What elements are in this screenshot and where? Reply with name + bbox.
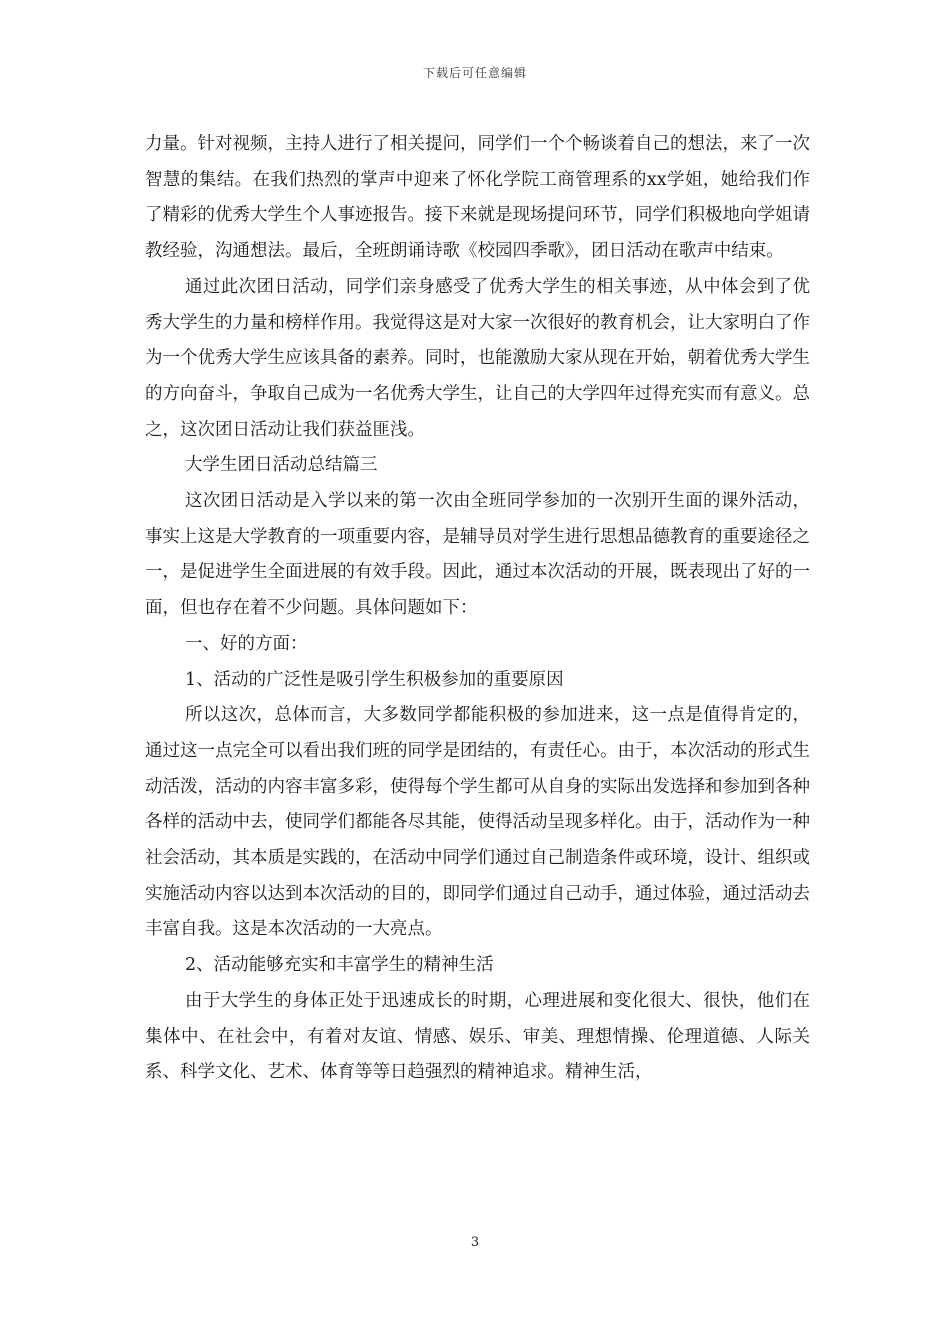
- section-heading: 大学生团日活动总结篇三: [185, 455, 378, 476]
- paragraph: 通过此次团日活动，同学们亲身感受了优秀大学生的相关事迹，从中体会到了优秀大学生的力量和榜样作用。我觉得这是对大家一次很好的教育机会，让大家明白了作为一个优秀大学生应该具备的素养。同时，也能激励大家从现在开始，朝着优秀大学生的方向奋斗，争取自己成为一名优秀大学生，让自己的大学四年过得充实而有意义。总之，这次团日活动让我们获益匪浅。: [145, 276, 810, 440]
- paragraph: 力量。针对视频，主持人进行了相关提问，同学们一个个畅谈着自己的想法，来了一次智慧的集结。在我们热烈的掌声中迎来了怀化学院工商管理系的xx学姐，她给我们作了精彩的优秀大学生个人事迹报告。接下来就是现场提问环节，同学们积极地向学姐请教经验，沟通想法。最后，全班朗诵诗歌《校园四季歌》，团日活动在歌声中结束。: [145, 134, 810, 262]
- document-body: [145, 127, 810, 1091]
- subheading: 一、好的方面：: [185, 633, 308, 654]
- paragraph: 这次团日活动是入学以来的第一次由全班同学参加的一次别开生面的课外活动，事实上这是大学教育的一项重要内容，是辅导员对学生进行思想品德教育的重要途径之一，是促进学生全面进展的有效手段。因此，通过本次活动的开展，既表现出了好的一面，但也存在着不少问题。具体问题如下：: [145, 491, 810, 619]
- paragraph: 所以这次，总体而言，大多数同学都能积极的参加进来，这一点是值得肯定的，通过这一点完全可以看出我们班的同学是团结的，有责任心。由于，本次活动的形式生动活泼，活动的内容丰富多彩，使得每个学生都可从自身的实际出发选择和参加到各种各样的活动中去，使同学们都能各尽其能，使得活动呈现多样化。由于，活动作为一种社会活动，其本质是实践的，在活动中同学们通过自己制造条件或环境，设计、组织或实施活动内容以达到本次活动的目的，即同学们通过自己动手，通过体验，通过活动去丰富自我。这是本次活动的一大亮点。: [145, 705, 810, 940]
- subheading: 1、活动的广泛性是吸引学生积极参加的重要原因: [185, 669, 564, 690]
- page-number: 3: [470, 1235, 480, 1250]
- paragraph: 由于大学生的身体正处于迅速成长的时期，心理进展和变化很大、很快，他们在集体中、在社会中，有着对友谊、情感、娱乐、审美、理想情操、伦理道德、人际关系、科学文化、艺术、体育等等日趋强烈的精神追求。精神生活，: [145, 990, 810, 1083]
- subheading: 2、活动能够充实和丰富学生的精神生活: [185, 955, 494, 976]
- page-header-note: 下载后可任意编辑: [422, 66, 527, 80]
